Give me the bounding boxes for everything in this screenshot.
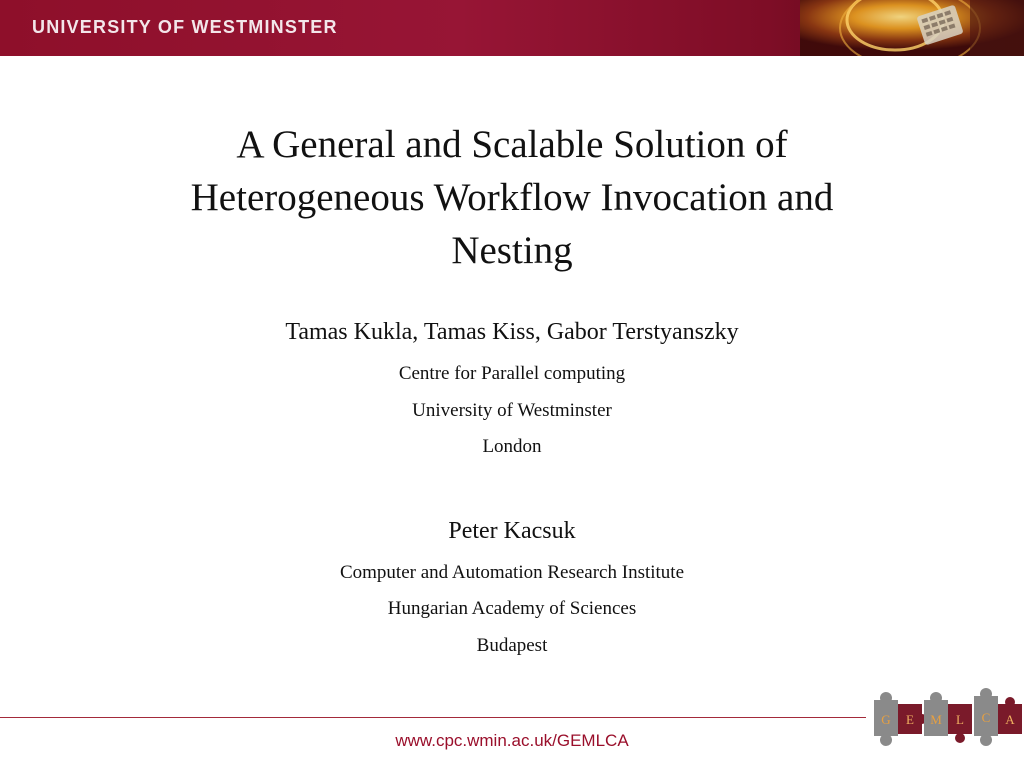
affiliation-2-academy: Hungarian Academy of Sciences [387, 598, 637, 619]
svg-text:G: G [881, 712, 891, 727]
affiliation-2-city: Budapest [476, 635, 548, 656]
svg-text:A: A [1005, 712, 1015, 727]
affiliation-1-city: London [482, 436, 542, 457]
footer-url-link[interactable]: www.cpc.wmin.ac.uk/GEMLCA [395, 731, 629, 750]
puzzle-piece-a [998, 697, 1022, 734]
svg-text:C: C [981, 710, 991, 725]
affiliation-1-centre: Centre for Parallel computing [398, 363, 626, 384]
footer-divider [0, 717, 866, 718]
gemlca-puzzle-logo [870, 686, 1024, 752]
puzzle-piece-m [924, 692, 948, 736]
title-line-3: Nesting [451, 229, 573, 272]
puzzle-piece-g [874, 692, 898, 746]
affiliation-2-institute: Computer and Automation Research Institute [339, 562, 685, 583]
title-line-2: Heterogeneous Workflow Invocation and [190, 176, 834, 219]
svg-text:L: L [956, 712, 964, 727]
svg-text:E: E [906, 712, 914, 727]
puzzle-piece-e [898, 704, 927, 734]
slide-title [100, 118, 924, 277]
header-decorative-image [800, 0, 1024, 56]
university-name: UNIVERSITY OF WESTMINSTER [32, 17, 338, 37]
affiliation-1-university: University of Westminster [412, 400, 612, 421]
svg-text:M: M [930, 712, 942, 727]
puzzle-piece-c [974, 688, 998, 746]
title-line-1: A General and Scalable Solution of [236, 123, 788, 166]
author-2: Peter Kacsuk [448, 518, 576, 544]
authors-group-1: Tamas Kukla, Tamas Kiss, Gabor Terstyanszky [285, 319, 739, 345]
university-header-band [0, 0, 1024, 56]
puzzle-piece-l [948, 704, 972, 743]
